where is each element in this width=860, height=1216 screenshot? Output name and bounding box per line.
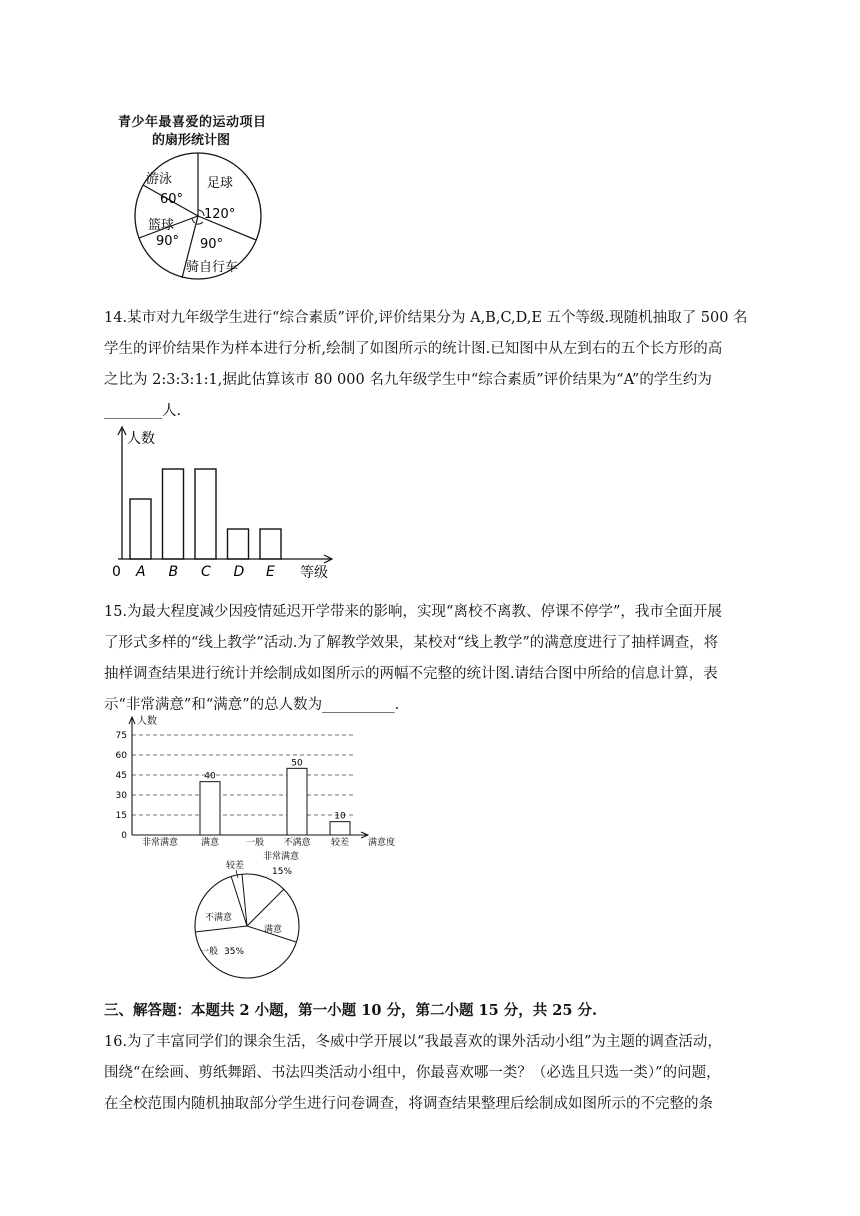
- q15-x-tick-label: 非常满意: [141, 838, 179, 848]
- q15-y-tick-label: 0: [121, 831, 127, 841]
- q15-pie-leader: [236, 870, 238, 878]
- q14-bar-chart: [110, 425, 345, 585]
- q15-line2: 了形式多样的“线上教学”活动.为了解教学效果，某校对“线上教学”的满意度进行了抽样调查，将: [104, 635, 719, 651]
- q15-pie-chart: [188, 848, 328, 984]
- fig13-label-swim: 游泳: [146, 172, 173, 187]
- q14-x-label: 等级: [300, 565, 328, 581]
- q15-bar-value-label: 50: [291, 758, 303, 769]
- q14-bar-A: [130, 499, 151, 559]
- fig13-label-cycling: 骑自行车: [186, 260, 239, 275]
- q15-y-tick-label: 30: [115, 791, 127, 801]
- q15-x-label: 满意度: [368, 838, 396, 848]
- q14-bar-C: [195, 469, 216, 559]
- fig13-angle-swim: 60°: [160, 192, 184, 207]
- q14-line3: 之比为 2:3:3:1:1,据此估算该市 80 000 名九年级学生中“综合素质”评价结果为“A”的学生约为: [104, 372, 712, 388]
- q15-pie-label-dissatisfied: 不满意: [205, 913, 233, 923]
- q14-tick-label-C: C: [201, 564, 211, 580]
- q15-line3: 抽样调查结果进行统计并绘制成如图所示的两幅不完整的统计图.请结合图中所给的信息计算，表: [104, 666, 718, 682]
- q15-pie-label-satisfied: 满意: [264, 925, 283, 935]
- q14-bar-E: [260, 529, 281, 559]
- q15-x-tick-label: 较差: [330, 838, 350, 848]
- q15-pie-radius-5: [195, 926, 247, 932]
- q15-y-tick-label: 15: [115, 811, 127, 821]
- q16-line3: 在全校范围内随机抽取部分学生进行问卷调查，将调查结果整理后绘制成如图所示的不完整的条: [104, 1096, 713, 1112]
- fig13-title-line1: 青少年最喜爱的运动项目: [118, 115, 267, 130]
- q14-bar-B: [163, 469, 184, 559]
- fig13-label-football: 足球: [207, 176, 234, 191]
- q15-x-tick-label: 一般: [245, 838, 265, 848]
- q15-bar-value-label: 40: [204, 771, 216, 782]
- q15-bar-3: [287, 768, 307, 835]
- q14-line1: 14.某市对九年级学生进行“综合素质”评价,评价结果分为 A,B,C,D,E 五个等级.现随机抽取了 500 名: [104, 310, 748, 326]
- q14-origin: 0: [112, 564, 121, 580]
- q15-pie-label-general: 一般: [200, 947, 219, 957]
- q15-y-label: 人数: [137, 716, 157, 727]
- fig13-angle-basketball: 90°: [156, 234, 180, 249]
- q15-pie-pct-general: 35%: [224, 947, 245, 957]
- fig13-title-line2: 的扇形统计图: [152, 133, 231, 148]
- q15-line1: 15.为最大程度减少因疫情延迟开学带来的影响，实现“离校不离教、停课不停学”，我市全面开展: [104, 604, 722, 620]
- q15-bar-1: [200, 782, 220, 835]
- q15-bar-chart: [110, 712, 400, 852]
- q15-y-tick-label: 45: [115, 771, 127, 781]
- q16-line1: 16.为了丰富同学们的课余生活，冬威中学开展以“我最喜欢的课外活动小组”为主题的调查活动，: [104, 1034, 722, 1050]
- fig13-angle-football: 120°: [204, 207, 236, 222]
- q15-line4: 示“非常满意”和“满意”的总人数为__________.: [104, 697, 400, 713]
- q15-y-tick-label: 75: [115, 731, 127, 741]
- q14-tick-label-E: E: [266, 564, 275, 580]
- q14-tick-label-D: D: [233, 564, 245, 580]
- fig13-label-basketball: 篮球: [148, 218, 175, 233]
- q15-y-tick-label: 60: [115, 751, 127, 761]
- q15-x-tick-label: 满意: [200, 838, 220, 848]
- fig13-pie-chart: [130, 150, 270, 282]
- q15-pie-radius-3: [247, 889, 284, 926]
- q15-pie-label-very-satisfied: 非常满意: [263, 852, 300, 862]
- q14-y-label: 人数: [127, 431, 155, 447]
- q15-bar-value-label: 10: [334, 811, 346, 822]
- fig13-angle-lower: 90°: [200, 237, 224, 252]
- q15-pie-label-poor: 较差: [226, 861, 245, 871]
- q14-line2: 学生的评价结果作为样本进行分析,绘制了如图所示的统计图.已知图中从左到右的五个长方形的高: [104, 341, 723, 357]
- q15-bar-4: [330, 822, 350, 835]
- section3-heading: 三、解答题：本题共 2 小题，第一小题 10 分，第二小题 15 分，共 25 分.: [104, 1002, 598, 1019]
- q14-tick-label-A: A: [136, 564, 146, 580]
- q15-pie-pct-very-satisfied: 15%: [272, 867, 293, 877]
- q16-line2: 围绕“在绘画、剪纸舞蹈、书法四类活动小组中，你最喜欢哪一类？（必选且只选一类）”的问题，: [104, 1065, 721, 1081]
- q14-bar-D: [228, 529, 249, 559]
- q15-x-tick-label: 不满意: [283, 838, 311, 848]
- q14-tick-label-B: B: [168, 564, 179, 580]
- q14-line4: ________人.: [104, 403, 182, 419]
